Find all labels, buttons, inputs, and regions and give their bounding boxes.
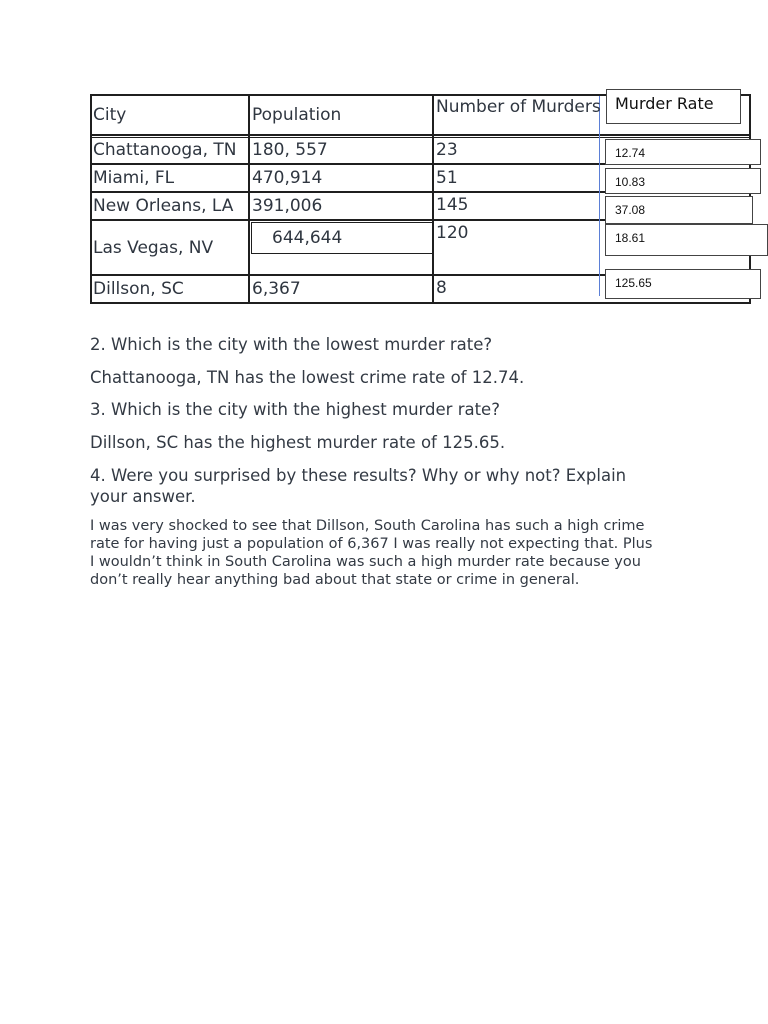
header-population: Population <box>252 105 342 125</box>
answer-4-line-2: rate for having just a population of 6,367 I was really not expecting that. Plus <box>90 536 653 552</box>
cell-population: 470,914 <box>252 168 323 188</box>
row-divider <box>90 219 605 221</box>
column-divider-blue <box>599 96 600 296</box>
header-city: City <box>93 105 127 125</box>
cell-murders: 23 <box>436 140 458 160</box>
row-divider <box>90 191 605 193</box>
cell-city: Miami, FL <box>93 168 175 188</box>
cell-murder-rate: 125.65 <box>605 269 761 299</box>
cell-city: Chattanooga, TN <box>93 140 237 160</box>
row-divider <box>90 163 605 165</box>
row-divider <box>90 274 605 276</box>
cell-murder-rate: 12.74 <box>605 139 761 165</box>
cell-murders: 8 <box>436 278 447 298</box>
cell-murders: 120 <box>436 223 469 243</box>
cell-population: 391,006 <box>252 196 323 216</box>
cell-city: New Orleans, LA <box>93 196 234 216</box>
question-3-text: 3. Which is the city with the highest murder rate? <box>90 400 500 419</box>
column-divider <box>432 94 434 304</box>
cell-city: Las Vegas, NV <box>93 238 214 258</box>
answer-3-text: Dillson, SC has the highest murder rate of 125.65. <box>90 433 506 452</box>
cell-murder-rate: 18.61 <box>605 224 768 256</box>
question-4-text-line-1: 4. Were you surprised by these results? Why or why not? Explain <box>90 466 627 485</box>
header-divider-double <box>90 137 750 138</box>
cell-population: 180, 557 <box>252 140 328 160</box>
cell-murders: 145 <box>436 195 469 215</box>
question-4-text-line-2: your answer. <box>90 487 196 506</box>
answer-4-line-4: don’t really hear anything bad about that state or crime in general. <box>90 572 580 588</box>
answer-4-line-3: I wouldn’t think in South Carolina was such a high murder rate because you <box>90 554 641 570</box>
question-2-text: 2. Which is the city with the lowest murder rate? <box>90 335 493 354</box>
column-divider <box>248 94 250 304</box>
cell-murders: 51 <box>436 168 458 188</box>
cell-murder-rate: 37.08 <box>605 196 753 224</box>
header-divider <box>90 134 750 136</box>
cell-population: 644,644 <box>272 228 343 248</box>
header-murder-rate: Murder Rate <box>606 89 741 124</box>
cell-murder-rate: 10.83 <box>605 168 761 194</box>
answer-4-line-1: I was very shocked to see that Dillson, South Carolina has such a high crime <box>90 518 645 534</box>
cell-population: 6,367 <box>252 279 301 299</box>
cell-city: Dillson, SC <box>93 279 184 299</box>
answer-2-text: Chattanooga, TN has the lowest crime rate of 12.74. <box>90 368 525 387</box>
header-murders: Number of Murders <box>436 97 601 117</box>
